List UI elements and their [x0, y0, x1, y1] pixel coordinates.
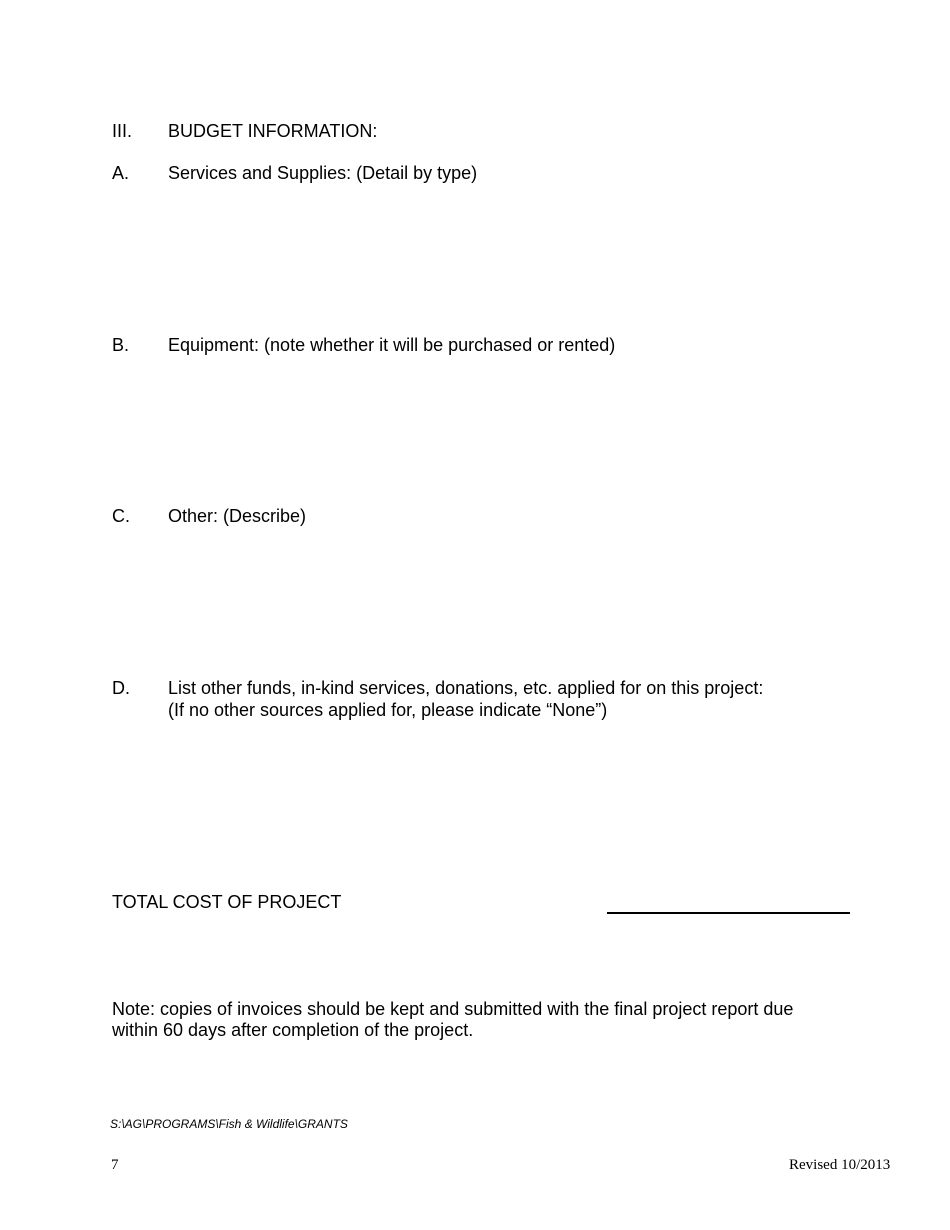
note-line-2: within 60 days after completion of the project. [112, 1020, 474, 1040]
page-number: 7 [111, 1157, 119, 1173]
file-path: S:\AG\PROGRAMS\Fish & Wildlife\GRANTS [110, 1117, 348, 1131]
item-d-text: List other funds, in-kind services, donations, etc. applied for on this project: [168, 678, 764, 698]
total-cost-blank-line[interactable] [607, 912, 850, 914]
item-a-text: Services and Supplies: (Detail by type) [168, 163, 478, 183]
item-d-subtext: (If no other sources applied for, please indicate “None”) [168, 700, 608, 720]
item-b-text: Equipment: (note whether it will be purchased or rented) [168, 335, 616, 355]
item-b-letter: B. [112, 335, 130, 355]
section-number: III. [112, 121, 133, 141]
note-line-1: Note: copies of invoices should be kept and submitted with the final project report due [112, 999, 794, 1019]
total-cost-label: TOTAL COST OF PROJECT [112, 892, 342, 912]
revised-date: Revised 10/2013 [789, 1157, 891, 1173]
section-title: BUDGET INFORMATION: [168, 121, 378, 141]
item-a-letter: A. [112, 163, 130, 183]
item-c-letter: C. [112, 506, 130, 526]
item-c-text: Other: (Describe) [168, 506, 307, 526]
item-d-letter: D. [112, 678, 130, 698]
